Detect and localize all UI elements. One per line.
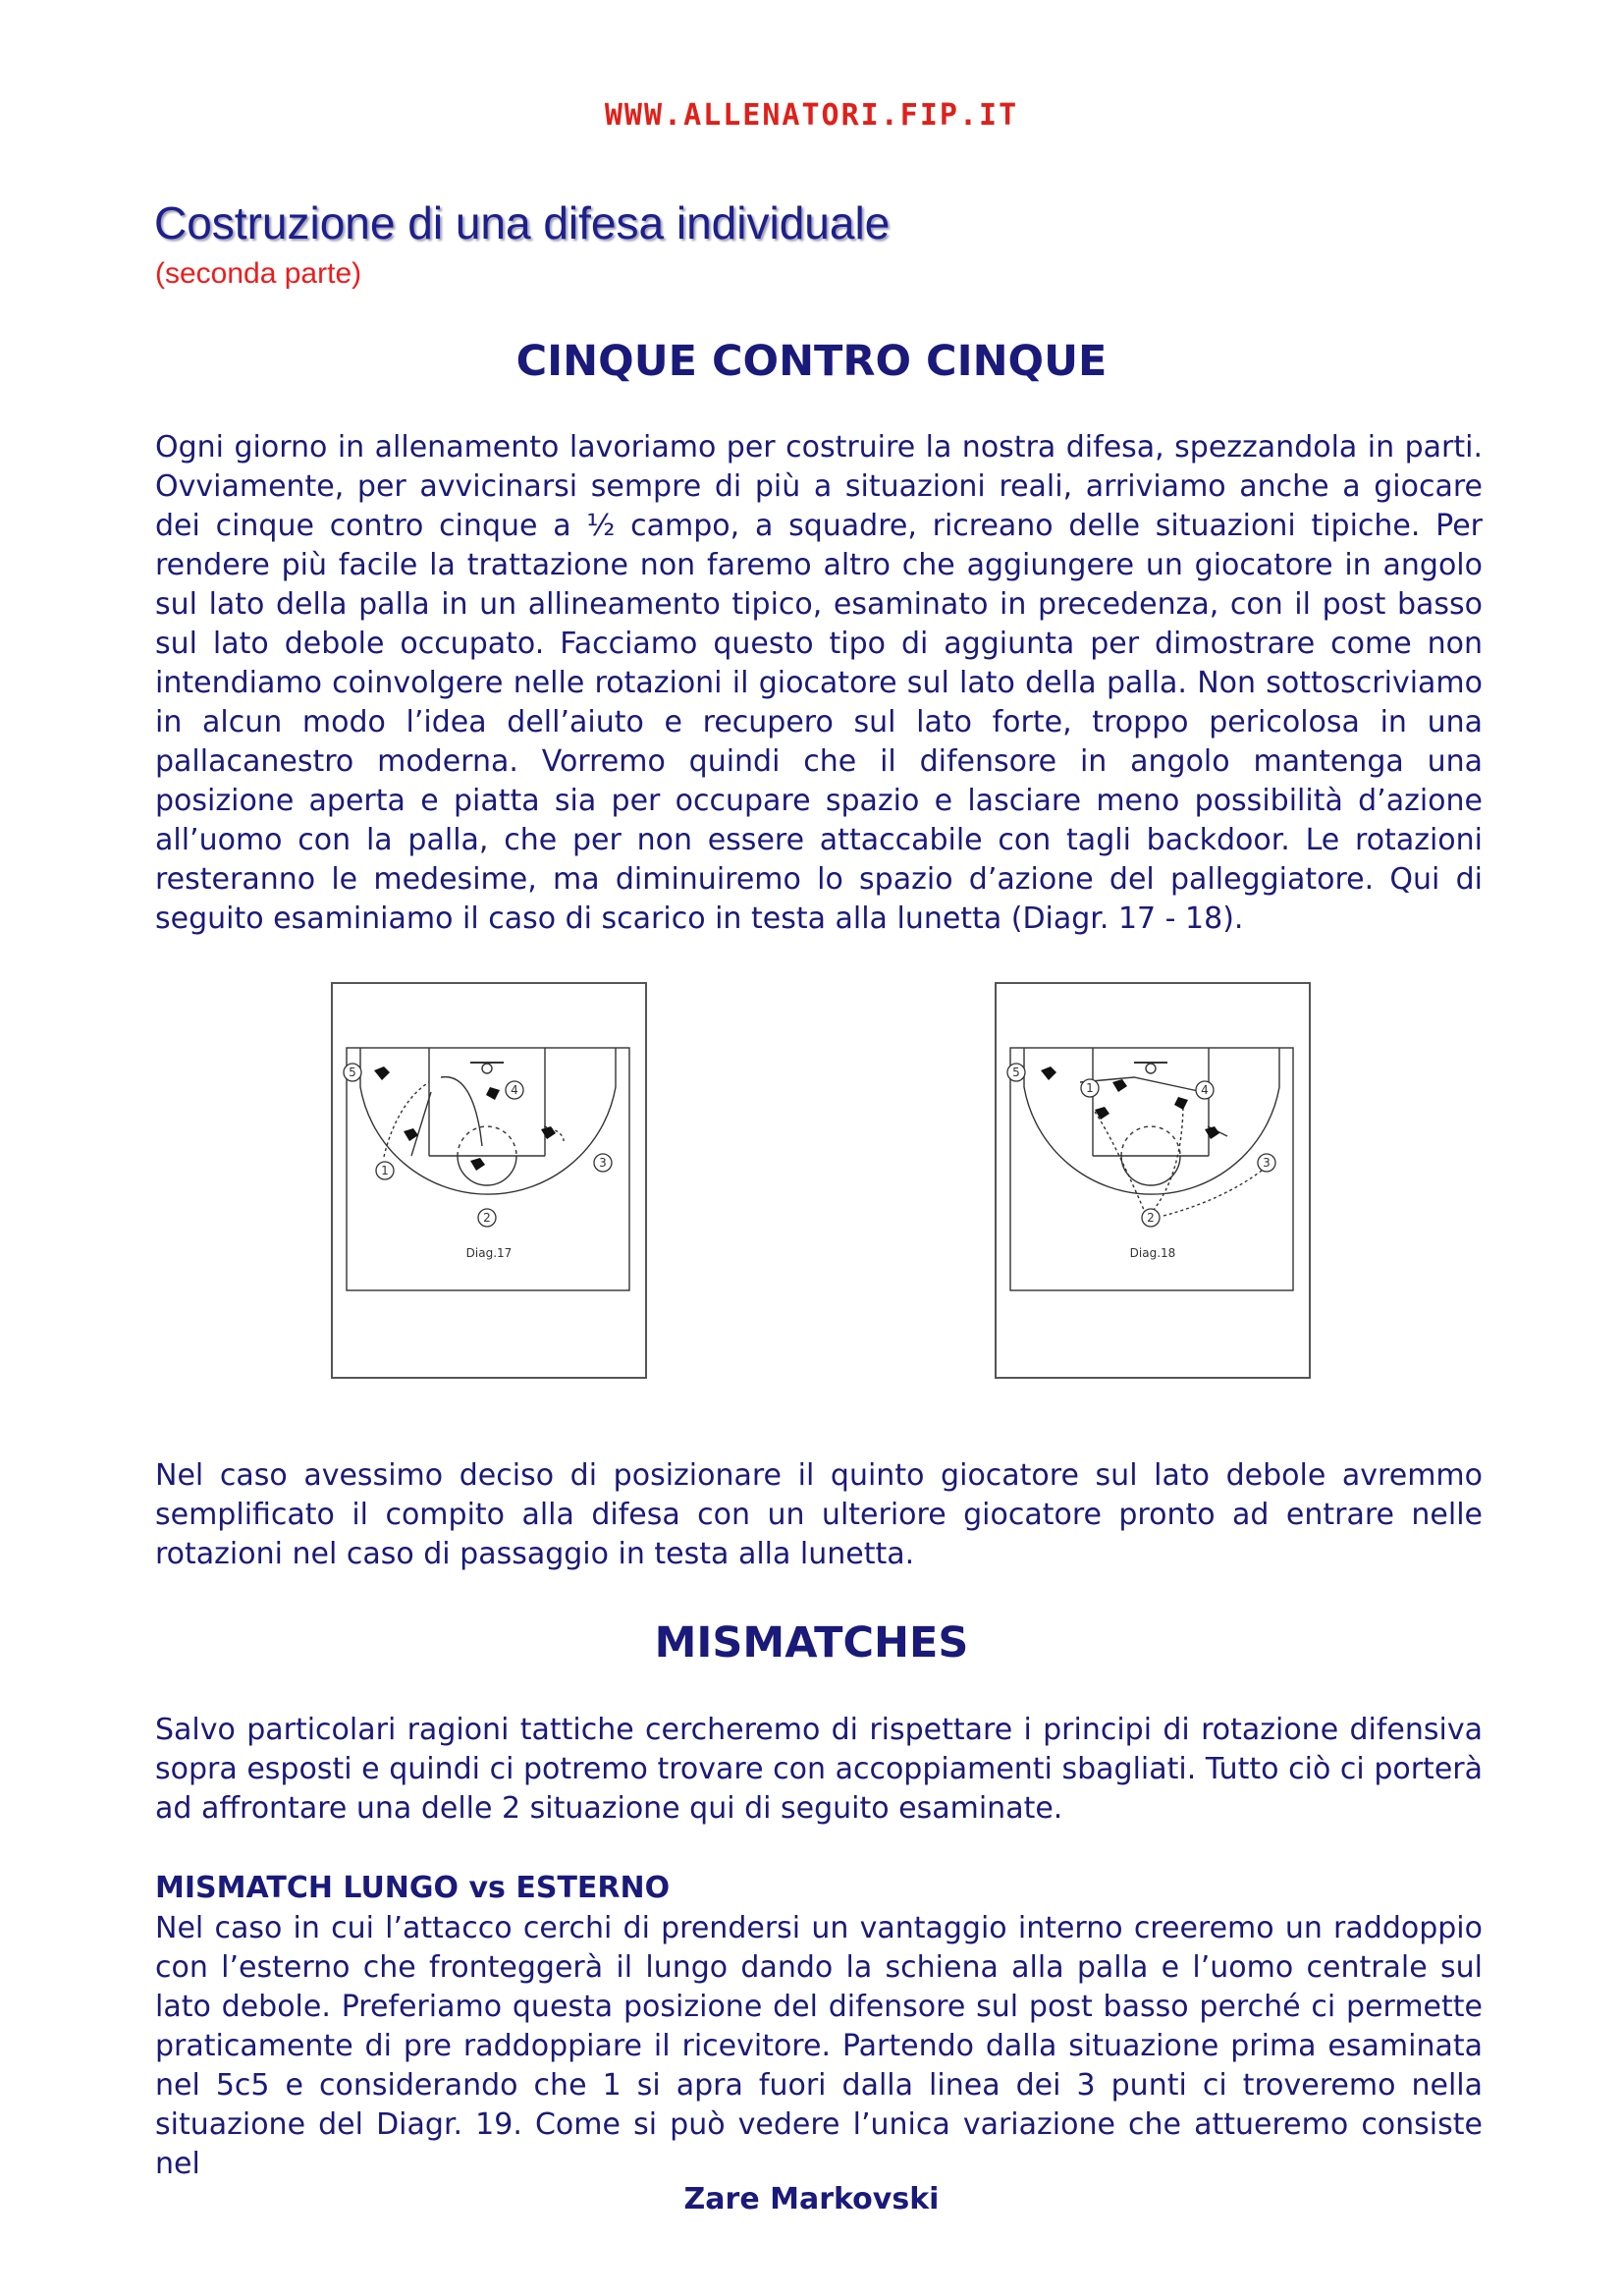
document-subtitle: (seconda parte)	[155, 257, 362, 290]
d17-player-2: 2	[483, 1211, 491, 1225]
paragraph-quinto: Nel caso avessimo deciso di posizionare il quinto giocatore sul lato debole avremmo semplificato il compito alla difesa con un ulteriore giocatore pronto ad entrare nelle rotazioni nel caso di passaggio in testa alla lunetta.	[155, 1458, 1483, 1571]
author-name: Zare Markovski	[683, 2182, 940, 2216]
section-heading-mismatches: MISMATCHES	[654, 1618, 969, 1667]
paragraph-mismatch-lungo: Nel caso in cui l’attacco cerchi di prendersi un vantaggio interno creeremo un raddoppio con l’esterno che fronteggerà il lungo dando la schiena alla palla e l’uomo centrale sul lato debole. Preferiamo questa posizione del difensore sul post basso perché ci permette praticamente di pre raddoppiare il ricevitore. Partendo dalla situazione prima esaminata nel 5c5 e considerando che 1 si apra fuori dalla linea dei 3 punti ci troveremo nella situazione del Diagr. 19. Come si può vedere l’unica variazione che attueremo consiste nel	[155, 1911, 1483, 2181]
document-title: Costruzione di una difesa individuale	[154, 197, 891, 248]
section-heading-cinque: CINQUE CONTRO CINQUE	[515, 337, 1108, 386]
d18-player-3: 3	[1263, 1156, 1271, 1170]
site-url[interactable]: WWW.ALLENATORI.FIP.IT	[604, 98, 1019, 133]
d17-player-1: 1	[381, 1164, 389, 1177]
d18-player-5: 5	[1012, 1066, 1020, 1079]
paragraph-intro: Ogni giorno in allenamento lavoriamo per costruire la nostra difesa, spezzandola in parti. Ovviamente, per avvicinarsi sempre di più a situazioni reali, arriviamo anche a giocare dei cinque contro cinque a ½ campo, a squadre, ricreano delle situazioni tipiche. Per rendere più facile la trattazione non faremo altro che aggiungere un giocatore in angolo sul lato della palla in un allineamento tipico, esaminato in precedenza, con il post basso sul lato debole occupato. Facciamo questo tipo di aggiunta per dimostrare come non intendiamo coinvolgere nelle rotazioni il giocatore sul lato della palla. Non sottoscriviamo in alcun modo l’idea dell’aiuto e recupero sul lato forte, troppo pericolosa in una pallacanestro moderna. Vorremo quindi che il difensore in angolo mantenga una posizione aperta e piatta sia per occupare spazio e lasciare meno possibilità d’azione all’uomo con la palla, che per non essere attaccabile con tagli backdoor. Le rotazioni resteranno le medesime, ma diminuiremo lo spazio d’azione del palleggiatore. Qui di seguito esaminiamo il caso di scarico in testa alla lunetta (Diagr. 17 - 18).	[155, 430, 1483, 936]
diagram-17-caption: Diag.17	[465, 1246, 513, 1260]
subheading-mismatch-lungo: MISMATCH LUNGO vs ESTERNO	[155, 1871, 671, 1905]
diagram-18-caption: Diag.18	[1129, 1246, 1176, 1260]
diagram-17	[331, 982, 647, 1379]
d17-player-4: 4	[511, 1083, 518, 1097]
diagram-18	[995, 982, 1311, 1379]
d17-player-5: 5	[349, 1066, 356, 1079]
d18-player-1: 1	[1086, 1081, 1094, 1095]
paragraph-mismatches: Salvo particolari ragioni tattiche cercheremo di rispettare i principi di rotazione difensiva sopra esposti e quindi ci potremo trovare con accoppiamenti sbagliati. Tutto ciò ci porterà ad affrontare una delle 2 situazione qui di seguito esaminate.	[155, 1713, 1483, 1826]
d17-player-3: 3	[599, 1156, 607, 1170]
d18-player-4: 4	[1201, 1083, 1209, 1097]
d18-player-2: 2	[1147, 1211, 1155, 1225]
